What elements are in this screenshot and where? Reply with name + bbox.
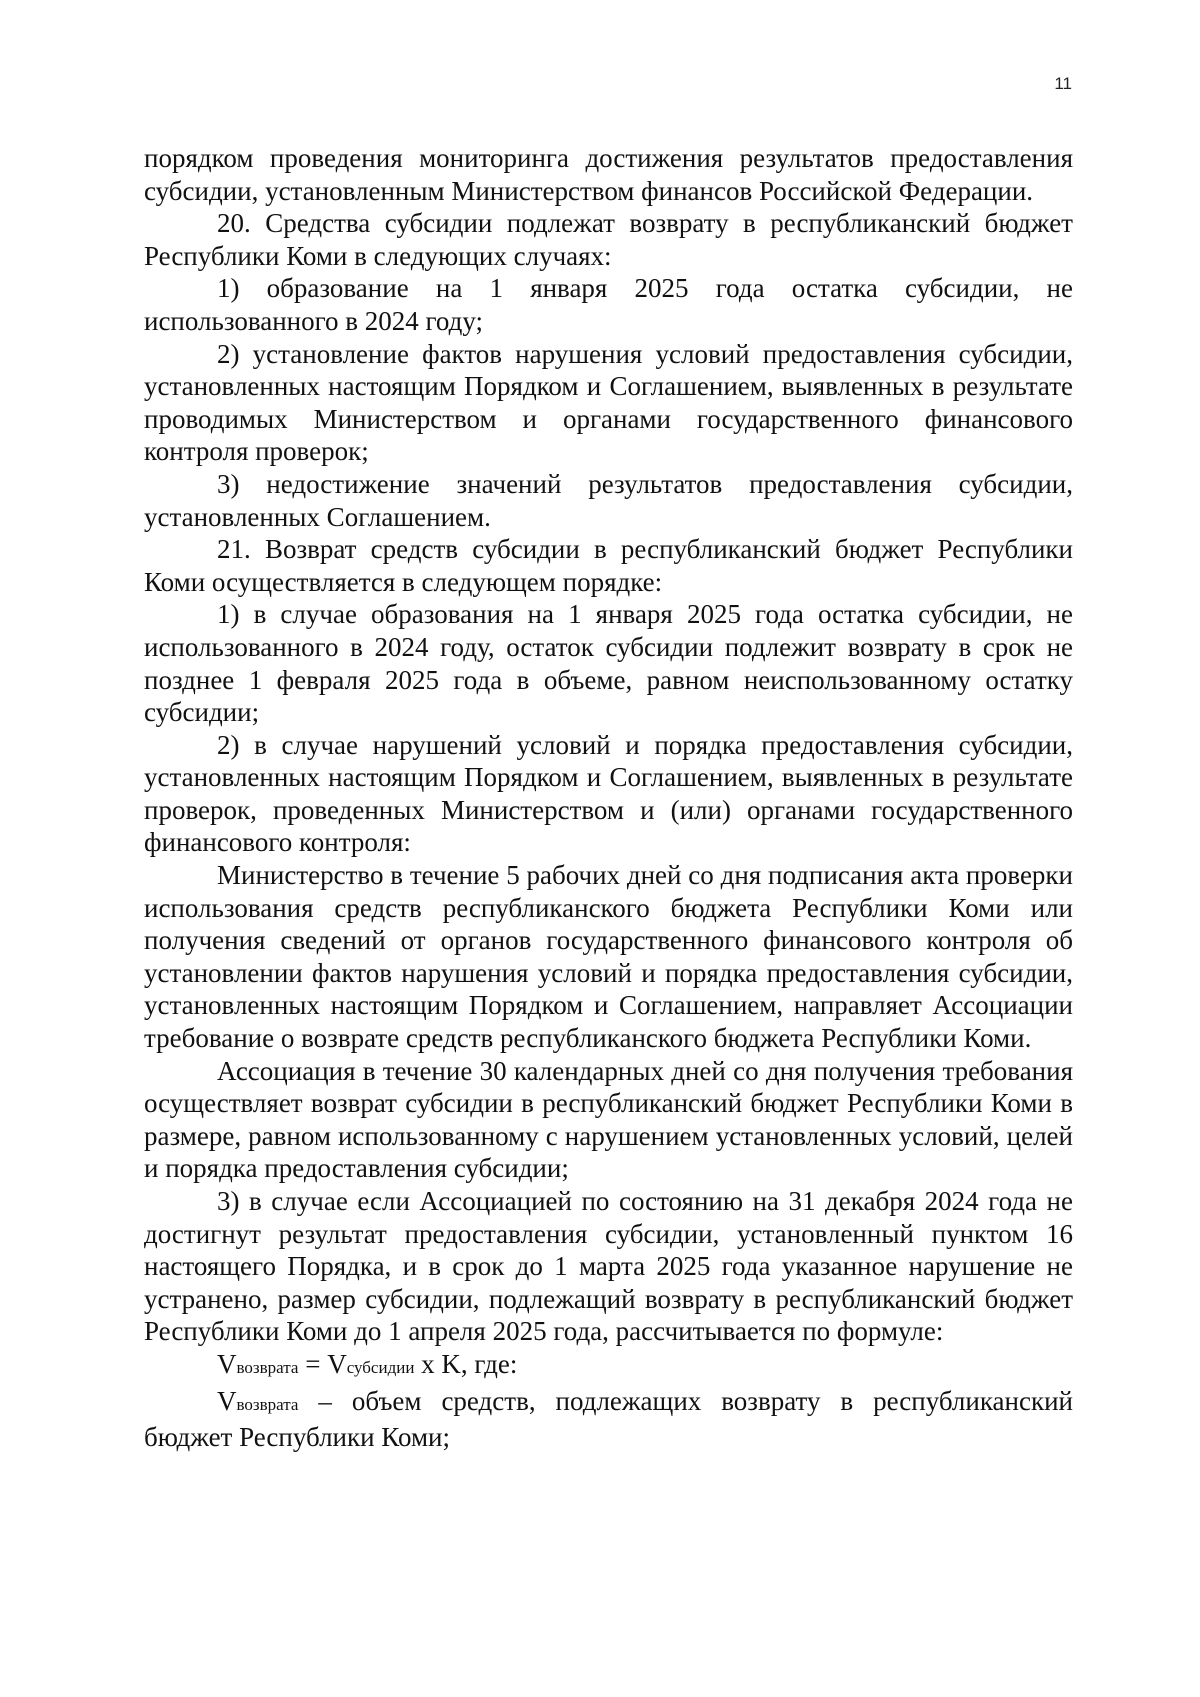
definition-text: – объем средств, подлежащих возврату в республиканский бюджет Республики Коми;: [144, 1385, 1073, 1453]
formula-v-return-subscript: возврата: [236, 1357, 299, 1377]
formula-equals: =: [298, 1348, 328, 1379]
paragraph-item-21: 21. Возврат средств субсидии в республиканский бюджет Республики Коми осуществляется в следующем порядке:: [144, 534, 1073, 597]
formula-v-return: V: [217, 1348, 237, 1379]
definition-v: V: [217, 1385, 237, 1416]
paragraph-item-20-3: 3) недостижение значений результатов предоставления субсидии, установленных Соглашением.: [144, 468, 1073, 532]
formula-line: [144, 1348, 1073, 1385]
paragraph-item-20-2: 2) установление фактов нарушения условий предоставления субсидии, установленных настоящим Порядком и Соглашением, выявленных в результате проводимых Министерством и органами государственного финансового контроля проверок;: [144, 338, 1073, 467]
paragraph-ministry-requirement: Министерство в течение 5 рабочих дней со дня подписания акта проверки использования средств республиканского бюджета Республики Коми или получения сведений от органов государственного финансового контроля об установлении фактов нарушения условий и порядка предоставления субсидии, установленных настоящим Порядком и Соглашением, направляет Ассоциации требование о возврате средств республиканского бюджета Республики Коми.: [144, 860, 1073, 1054]
page-number: 11: [1054, 74, 1072, 93]
paragraph-item-21-1: 1) в случае образования на 1 января 2025 года остатка субсидии, не использованного в 2024 году, остаток субсидии подлежит возврату в срок не позднее 1 февраля 2025 года в объеме, равном неиспользованному остатку субсидии;: [144, 599, 1073, 728]
definition-line: [144, 1385, 1073, 1454]
paragraph-continuation: порядком проведения мониторинга достижения результатов предоставления субсидии, установленным Министерством финансов Российской Федерации.: [144, 143, 1073, 206]
definition-v-subscript: возврата: [236, 1394, 299, 1414]
paragraph-association-return: Ассоциация в течение 30 календарных дней со дня получения требования осуществляет возврат субсидии в республиканский бюджет Республики Коми в размере, равном использованному с нарушением установленных условий, целей и порядка предоставления субсидии;: [144, 1055, 1073, 1184]
document-body: [144, 142, 1073, 1454]
paragraph-item-20-1: 1) образование на 1 января 2025 года остатка субсидии, не использованного в 2024 году;: [144, 273, 1073, 336]
formula-v-subsidy-subscript: субсидии: [346, 1357, 415, 1377]
paragraph-item-21-3: 3) в случае если Ассоциацией по состоянию на 31 декабря 2024 года не достигнут результат предоставления субсидии, установленный пунктом 16 настоящего Порядка, и в срок до 1 марта 2025 года указанное нарушение не устранено, размер субсидии, подлежащий возврату в республиканский бюджет Республики Коми до 1 апреля 2025 года, рассчитывается по формуле:: [144, 1186, 1073, 1347]
paragraph-item-21-2: 2) в случае нарушений условий и порядка предоставления субсидии, установленных настоящим Порядком и Соглашением, выявленных в результате проверок, проведенных Министерством и (или) органами государственного финансового контроля:: [144, 729, 1073, 858]
paragraph-item-20: 20. Средства субсидии подлежат возврату в республиканский бюджет Республики Коми в следующих случаях:: [144, 208, 1073, 271]
formula-v-subsidy: V: [327, 1348, 347, 1379]
formula-rest: x K, где:: [414, 1348, 518, 1379]
